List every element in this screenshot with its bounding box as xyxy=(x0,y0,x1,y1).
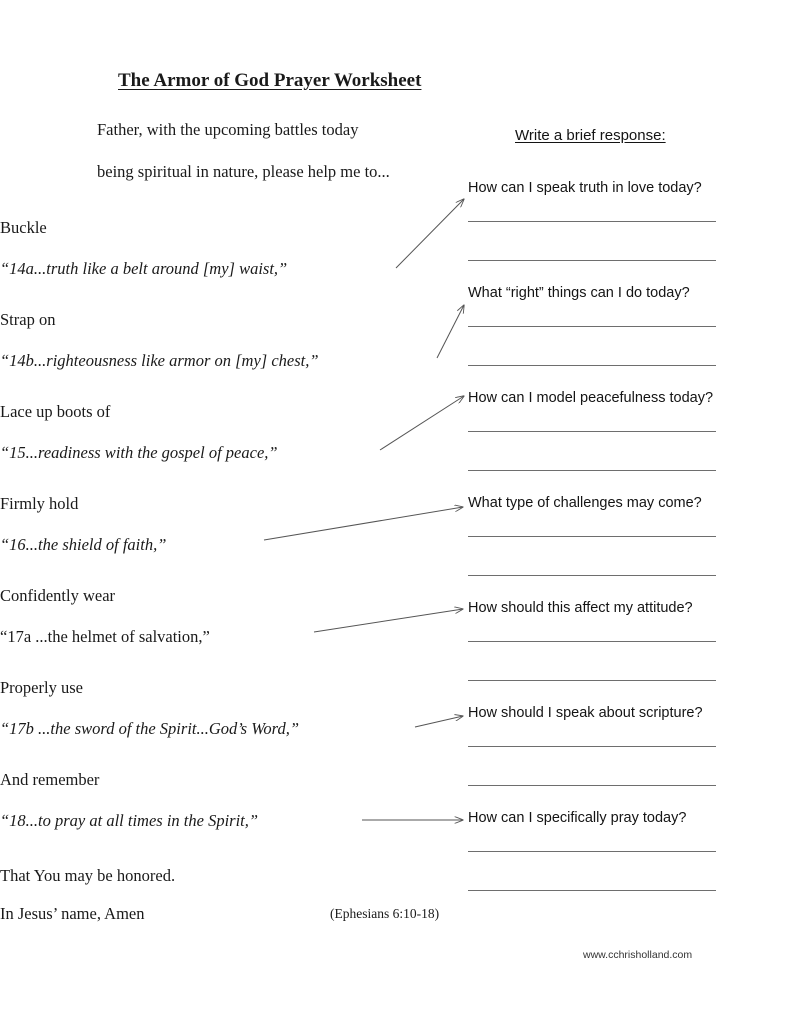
response-block xyxy=(468,811,718,826)
response-question-text: How can I speak truth in love today? xyxy=(468,180,702,196)
answer-write-line[interactable] xyxy=(468,365,716,366)
intro-line-1: Father, with the upcoming battles today xyxy=(97,120,359,139)
answer-write-line[interactable] xyxy=(468,431,716,432)
armor-scripture-quote: “17a ...the helmet of salvation,” xyxy=(0,627,210,646)
armor-item xyxy=(0,586,380,647)
connector-arrow xyxy=(396,199,464,268)
answer-write-line[interactable] xyxy=(468,326,716,327)
response-question-text: How should this affect my attitude? xyxy=(468,600,693,616)
answer-write-line[interactable] xyxy=(468,221,716,222)
connector-arrow xyxy=(415,716,463,727)
armor-item xyxy=(0,494,380,555)
response-block xyxy=(468,601,718,616)
response-block xyxy=(468,181,718,196)
armor-action-text: Buckle xyxy=(0,218,47,237)
armor-scripture-quote: “15...readiness with the gospel of peace,” xyxy=(0,443,278,462)
armor-scripture-quote: “14b...righteousness like armor on [my] chest,” xyxy=(0,351,319,370)
response-block xyxy=(468,706,718,721)
scripture-reference: (Ephesians 6:10-18) xyxy=(330,906,440,921)
armor-item xyxy=(0,402,380,463)
armor-item xyxy=(0,218,380,279)
prayer-intro xyxy=(97,120,477,182)
armor-action-text: Properly use xyxy=(0,678,83,697)
armor-item xyxy=(0,310,380,371)
response-question-text: How can I specifically pray today? xyxy=(468,810,687,826)
armor-item xyxy=(0,770,380,831)
connector-arrow xyxy=(437,305,464,358)
closing-line-1: That You may be honored. xyxy=(0,866,176,885)
response-column-heading: Write a brief response: xyxy=(515,127,666,144)
page-title: The Armor of God Prayer Worksheet xyxy=(118,70,422,91)
armor-scripture-quote: “17b ...the sword of the Spirit...God’s Word,” xyxy=(0,719,300,738)
answer-write-line[interactable] xyxy=(468,890,716,891)
answer-write-line[interactable] xyxy=(468,785,716,786)
armor-scripture-quote: “14a...truth like a belt around [my] waist,” xyxy=(0,259,288,278)
response-question-text: What “right” things can I do today? xyxy=(468,285,690,301)
closing-line-2: In Jesus’ name, Amen xyxy=(0,904,145,923)
answer-write-line[interactable] xyxy=(468,575,716,576)
answer-write-line[interactable] xyxy=(468,536,716,537)
answer-write-line[interactable] xyxy=(468,641,716,642)
armor-action-text: Strap on xyxy=(0,310,56,329)
response-block xyxy=(468,496,718,511)
armor-action-text: Lace up boots of xyxy=(0,402,111,421)
response-block xyxy=(468,391,718,406)
connector-arrow xyxy=(380,396,464,450)
armor-scripture-quote: “18...to pray at all times in the Spirit,” xyxy=(0,811,259,830)
response-question-text: How can I model peacefulness today? xyxy=(468,390,714,406)
response-question-text: How should I speak about scripture? xyxy=(468,705,703,721)
armor-action-text: Firmly hold xyxy=(0,494,79,513)
answer-write-line[interactable] xyxy=(468,851,716,852)
response-block xyxy=(468,286,718,301)
answer-write-line[interactable] xyxy=(468,260,716,261)
answer-write-line[interactable] xyxy=(468,680,716,681)
armor-scripture-quote: “16...the shield of faith,” xyxy=(0,535,167,554)
answer-write-line[interactable] xyxy=(468,746,716,747)
armor-item xyxy=(0,678,380,739)
answer-write-line[interactable] xyxy=(468,470,716,471)
response-question-text: What type of challenges may come? xyxy=(468,495,702,511)
armor-action-text: Confidently wear xyxy=(0,586,116,605)
armor-action-text: And remember xyxy=(0,770,100,789)
footer-website-url: www.cchrisholland.com xyxy=(583,949,693,961)
intro-line-2: being spiritual in nature, please help me to... xyxy=(97,162,390,181)
